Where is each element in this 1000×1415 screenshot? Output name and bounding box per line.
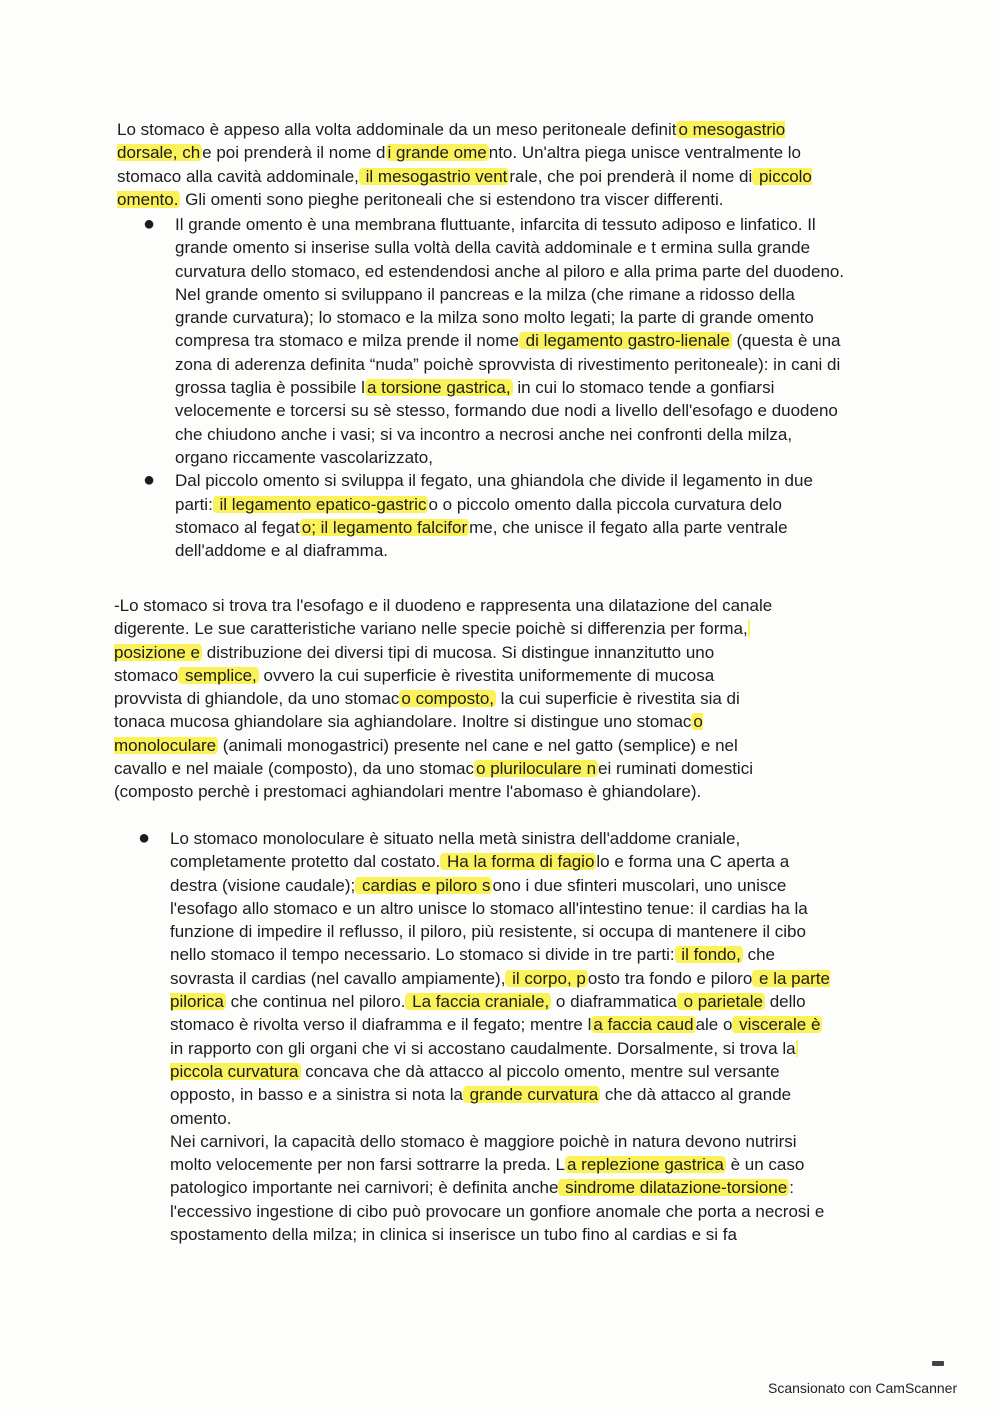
highlight: viscerale è <box>734 1015 821 1035</box>
text-run: è un caso patologico importante nei carnivori; è definita anche <box>170 1155 805 1198</box>
highlight: cardias e piloro s <box>357 875 491 895</box>
highlight: a torsione gastrica, <box>366 378 511 398</box>
text-run: Lo stomaco monoloculare è situato nella metà sinistra dell'addome craniale, completamente protetto dal costato. <box>170 829 741 872</box>
text-run: o o piccolo omento dalla piccola curvatura delo stomaco al fegat <box>175 494 782 537</box>
list-item-stomaco-monoloculare <box>138 827 835 1246</box>
highlight: il legamento epatico-gastric <box>214 494 427 514</box>
highlight: e la parte pilorica <box>170 968 830 1012</box>
bullet-list-monoloculare <box>138 827 835 1246</box>
text-run: Dal piccolo omento si sviluppa il fegato, una ghiandola che divide il legamento in due parti: <box>175 471 813 514</box>
highlight: o mesogastrio dorsale, ch <box>117 120 786 163</box>
bullet-icon: ● <box>143 469 156 492</box>
highlight: a replezione gastrica <box>566 1155 724 1175</box>
text-run: in cui lo stomaco tende a gonfiarsi velocemente e torcersi su sè stesso, formando due nodi a livello dell'esofago e duodeno che chiudono anche i vasi; si va incontro a necrosi anche nei confronti della milza, organo riccamente vascolarizzato, <box>175 378 838 467</box>
text-run: Gli omenti sono pieghe peritoneali che si estendono tra viscer differenti. <box>180 189 724 209</box>
highlight: posizione e <box>114 619 750 661</box>
text-run: osto tra fondo e piloro <box>587 968 753 988</box>
text-run: Lo stomaco è appeso alla volta addominale da un meso peritoneale definit <box>117 120 677 139</box>
bullet-icon: ● <box>138 827 151 849</box>
highlight: di legamento gastro-lienale <box>520 331 730 351</box>
list-item-grande-omento <box>143 213 845 469</box>
text-run: lo e forma una C aperta a destra (visione caudale); <box>170 852 790 895</box>
text-run: me, che unisce il fegato alla parte ventrale dell'addome e al diaframma. <box>175 517 788 561</box>
scan-mark-icon <box>932 1361 944 1366</box>
text-run: dello stomaco è rivolta verso il diaframma e il fegato; mentre l <box>170 992 806 1035</box>
text-run: o diaframmatica <box>551 992 677 1012</box>
text-run: la cui superficie è rivestita sia di tonaca mucosa ghiandolare sia aghiandolare. Inoltre si distingue uno stomac <box>114 689 740 732</box>
text-run: Il grande omento è una membrana fluttuante, infarcita di tessuto adiposo e linfatico. Il grande omento si inserise sulla voltà della cavità addominale e t ermina sulla grande curvatura dello stomaco, ed estendendosi anche al piloro e alla prima parte del duodeno. Nel grande omento si sviluppano il pancreas e la milza (che rimane a ridosso della grande curvatura); lo stomaco e la milza sono molto legati; la parte di grande omento compresa tra stomaco e milza prende il nome <box>175 215 845 351</box>
text-run: concava che dà attacco al piccolo omento, mentre sul versante opposto, in basso e a sinistra si nota la <box>170 1061 780 1105</box>
intro-text <box>117 118 847 211</box>
text-run: ei ruminati domestici (composto perchè i prestomaci aghiandolari mentre l'abomaso è ghiandolare). <box>114 759 753 802</box>
bullet-list-omenti <box>143 213 845 562</box>
text-run: distribuzione dei diversi tipi di mucosa. Si distingue innanzitutto uno stomaco <box>114 642 715 685</box>
text-run: ovvero la cui superficie è rivestita uniformemente di mucosa provvista di ghiandole, da uno stomac <box>114 665 715 709</box>
highlight: o monoloculare <box>114 712 703 755</box>
text-run: che continua nel piloro. <box>225 992 406 1012</box>
text-run: nto. Un'altra piega unisce ventralmente lo stomaco alla cavità addominale, <box>117 143 802 186</box>
text-run: : l'eccessivo ingestione di cibo può provocare un gonfiore anomale che porta a necrosi e spostamento della milza; in clinica si inserisce un tubo fino al cardias e si fa <box>170 1178 825 1245</box>
stomach-types-text <box>114 594 774 804</box>
list-item-piccolo-omento <box>143 469 845 562</box>
text-run: e poi prenderà il nome d <box>202 143 386 163</box>
camscanner-footer: Scansionato con CamScanner <box>768 1380 958 1396</box>
text-run: che sovrasta il cardias (nel cavallo ampiamente), <box>170 945 775 988</box>
highlight: o parietale <box>678 992 763 1012</box>
text-run: che dà attacco al grande omento. <box>170 1085 792 1128</box>
text-run: (questa è una zona di aderenza definita “nuda” poichè sprovvista di rivestimento peritoneale): in cani di grossa taglia è possibile l <box>175 331 841 398</box>
highlight: a faccia caud <box>593 1015 694 1035</box>
text-run: rale, che poi prenderà il nome di <box>509 166 753 186</box>
text-run: ono i due sfinteri muscolari, uno unisce l'esofago allo stomaco e un altro unisce lo stomaco all'intestino tenue: il cardias ha la funzione di impedire il reflusso, il piloro, più resistente, si occupa di mantenere il cibo nello stomaco il tempo necessario. Lo stomaco si divide in tre parti: <box>170 875 808 965</box>
highlight: La faccia craniale, <box>407 992 550 1012</box>
stomach-types-paragraph <box>114 594 774 804</box>
bullet-icon: ● <box>143 213 156 235</box>
text-run: -Lo stomaco si trova tra l'esofago e il duodeno e rappresenta una dilatazione del canale digerente. Le sue caratteristiche variano nelle specie poichè si differenzia per forma, <box>114 596 773 639</box>
highlight: piccola curvatura <box>170 1039 798 1081</box>
text-run: (animali monogastrici) presente nel cane e nel gatto (semplice) e nel cavallo e nel maiale (composto), da uno stomac <box>114 735 738 779</box>
highlight: i grande ome <box>387 143 487 163</box>
highlight: grande curvatura <box>464 1085 599 1105</box>
text-run: Nei carnivori, la capacità dello stomaco è maggiore poichè in natura devono nutrirsi molto velocemente per non farsi sottrarre la preda. L <box>170 1131 797 1175</box>
highlight: il fondo, <box>676 945 741 965</box>
highlight: il mesogastrio vent <box>360 166 508 186</box>
highlight: o pluriloculare n <box>476 759 597 779</box>
intro-paragraph <box>117 118 847 211</box>
highlight: piccolo omento. <box>117 166 812 209</box>
text-run: in rapporto con gli organi che vi si accostano caudalmente. Dorsalmente, si trova la <box>170 1038 796 1058</box>
highlight: sindrome dilatazione-torsione <box>560 1178 788 1198</box>
highlight: o; il legamento falcifor <box>301 517 468 537</box>
highlight: Ha la forma di fagio <box>442 852 595 872</box>
highlight: semplice, <box>180 665 257 685</box>
text-run: ale o <box>695 1015 733 1035</box>
highlight: il corpo, p <box>507 968 586 988</box>
highlight: o composto, <box>401 689 495 709</box>
